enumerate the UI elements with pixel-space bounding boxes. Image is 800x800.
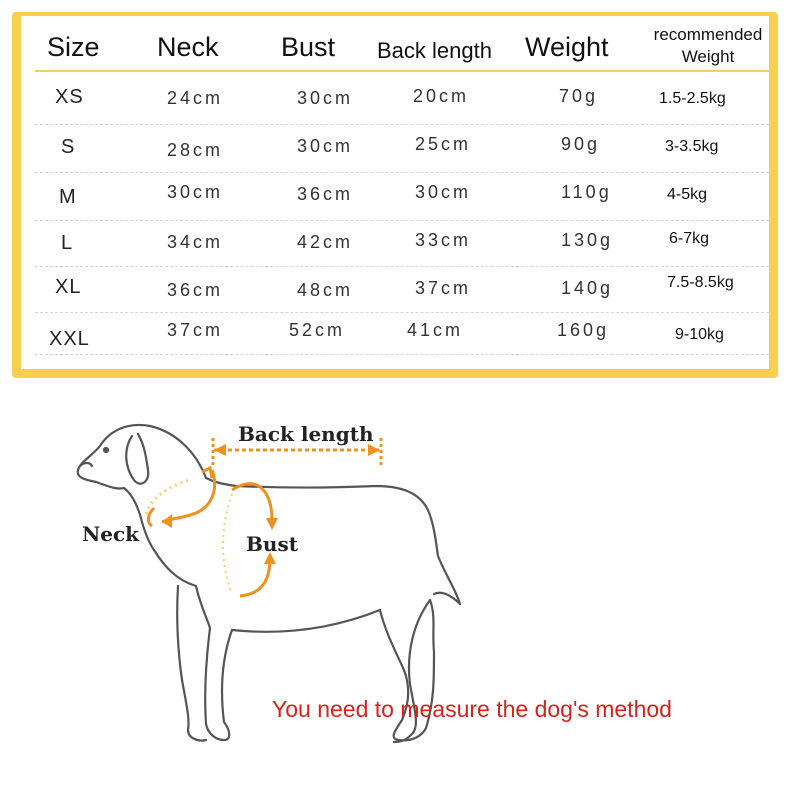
cell-recommended-weight: 1.5-2.5kg xyxy=(659,90,726,107)
cell-weight: 110g xyxy=(561,182,612,202)
cell-recommended-weight: 6-7kg xyxy=(669,230,710,247)
size-chart-table xyxy=(12,12,778,378)
cell-neck: 34cm xyxy=(167,232,224,252)
cell-weight: 160g xyxy=(557,320,610,340)
cell-size: M xyxy=(59,186,77,208)
cell-recommended-weight: 7.5-8.5kg xyxy=(667,274,734,291)
cell-bust: 48cm xyxy=(297,280,354,300)
neck-arrow xyxy=(146,468,215,528)
cell-weight: 140g xyxy=(561,278,614,298)
dog-outline xyxy=(78,425,460,742)
cell-bust: 42cm xyxy=(297,232,354,252)
cell-size: XL xyxy=(55,276,82,298)
header-divider xyxy=(35,70,769,72)
row-divider xyxy=(35,124,769,126)
header-weight: Weight xyxy=(525,32,609,62)
cell-bust: 52cm xyxy=(289,320,346,340)
cell-size: XXL xyxy=(49,328,90,350)
measurement-diagram xyxy=(0,390,800,800)
cell-back-length: 33cm xyxy=(415,230,472,250)
cell-back-length: 20cm xyxy=(413,86,470,106)
cell-neck: 24cm xyxy=(167,88,224,108)
cell-back-length: 41cm xyxy=(407,320,464,340)
cell-bust: 30cm xyxy=(297,136,354,156)
row-divider xyxy=(35,172,769,174)
bust-label: Bust xyxy=(246,532,298,556)
dog-illustration xyxy=(0,390,800,800)
header-back-length: Back length xyxy=(377,38,492,63)
neck-label: Neck xyxy=(82,522,140,546)
row-divider xyxy=(35,220,769,222)
cell-neck: 28cm xyxy=(167,140,224,160)
cell-neck: 37cm xyxy=(167,320,224,340)
cell-size: XS xyxy=(55,86,84,108)
back-length-label: Back length xyxy=(238,422,374,446)
cell-size: L xyxy=(61,232,74,254)
cell-neck: 36cm xyxy=(167,280,224,300)
cell-bust: 36cm xyxy=(297,184,354,204)
header-size: Size xyxy=(47,32,100,62)
cell-recommended-weight: 4-5kg xyxy=(667,186,708,203)
cell-recommended-weight: 3-3.5kg xyxy=(665,138,719,155)
measurement-caption: You need to measure the dog's method xyxy=(272,696,672,722)
header-bust: Bust xyxy=(281,32,336,62)
cell-bust: 30cm xyxy=(297,88,354,108)
header-neck: Neck xyxy=(157,32,219,62)
cell-neck: 30cm xyxy=(167,182,224,202)
row-divider xyxy=(35,266,769,268)
cell-recommended-weight: 9-10kg xyxy=(675,326,724,343)
cell-back-length: 25cm xyxy=(415,134,472,154)
row-divider xyxy=(35,312,769,314)
row-divider xyxy=(35,354,769,356)
cell-weight: 130g xyxy=(561,230,614,250)
cell-back-length: 37cm xyxy=(415,278,472,298)
cell-back-length: 30cm xyxy=(415,182,472,202)
cell-weight: 70g xyxy=(559,86,599,106)
cell-size: S xyxy=(61,136,76,158)
header-recommended-weight: recommended Weight xyxy=(653,25,763,66)
cell-weight: 90g xyxy=(561,134,601,154)
